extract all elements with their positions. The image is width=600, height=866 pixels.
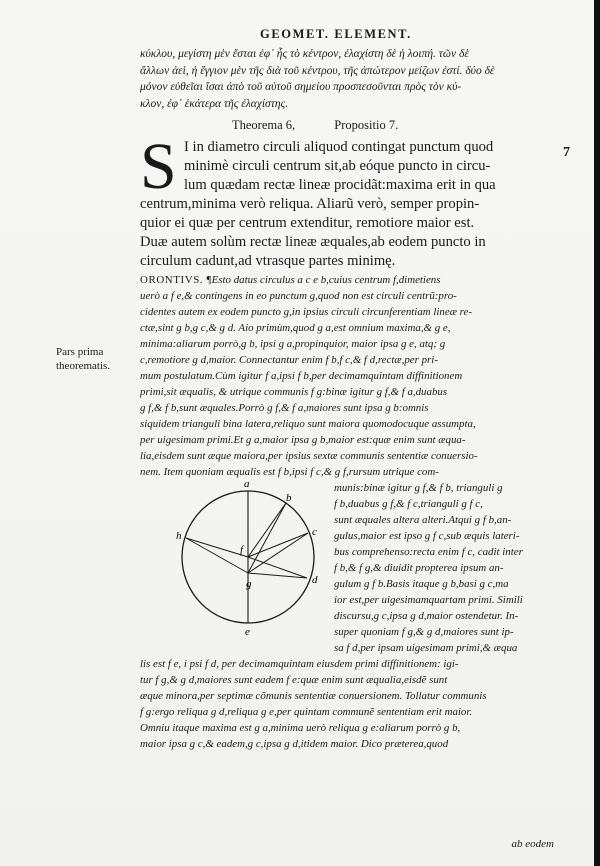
statement-line: Duæ autem solùm rectæ lineæ æquales,ab eodem puncto in [140, 234, 486, 250]
greek-line: κύκλου, μεγίστη μὲν ἔσται ἐφ᾽ ἧς τὸ κέντρον, ἐλαχίστη δὲ ἡ λοιπή. τῶν δὲ [140, 48, 469, 60]
commentary-line: uerò a f e,& contingens in eo punctum g,quod non est circuli centrũ:pro- [140, 290, 457, 302]
running-head: GEOMET. ELEMENT. [260, 27, 412, 41]
label-c: c [312, 526, 317, 538]
label-e: e [245, 626, 250, 637]
commentary-line: f b,duabus g f,& f c,trianguli g f c, [334, 498, 483, 510]
commentary-line: f b,& f g,& diuidit propterea ipsum an- [334, 562, 504, 574]
statement-line: centrum,minima verò reliqua. Aliarũ verò, semper propin- [140, 196, 480, 212]
commentary-line: Omniu itaque maxima est g a,minima uerò reliqua g e:aliarum porrò g b, [140, 722, 461, 734]
proposition-statement [140, 138, 570, 271]
statement-line: quior ei quæ per centrum extenditur, remotiore maior est. [140, 215, 475, 231]
commentary-line: tur f g,& g d,maiores sunt eadem f e:quæ enim sunt æqualia,eisdẽ sunt [140, 674, 448, 686]
greek-line: ἄλλων ἀεὶ, ἡ ἔγγιον μὲν τῆς διὰ τοῦ κέντρου, τῆς ἀπώτερον μείζων ἐστί. δύο δὲ [140, 64, 495, 77]
commentary-line: bus comprehenso:recta enim f c, cadit inter [334, 546, 523, 558]
commentary-line: super quoniam f g,& g d,maiores sunt ip- [334, 626, 514, 638]
commentary-line: æque minora,per septimæ cõmunis sententiæ conuersionem. Tollatur communis [140, 690, 487, 702]
commentary-line: nem. Item quoniam æqualis est f b,ipsi f c,& g f,rursum utrique com- [140, 466, 439, 478]
statement-line: I in diametro circuli aliquod contingat punctum quod [184, 139, 494, 155]
page-edge-shadow [594, 0, 600, 866]
commentary-line: siquidem trianguli bina latera,reliquo sunt maiora quomodocuque assumpta, [140, 418, 476, 430]
commentary-line: gulum g f b.Basis itaque g b,basi g c,ma [334, 578, 509, 590]
greek-line: κλον, ἐφ᾽ ἑκάτερα τῆς ἐλαχίστης. [140, 97, 289, 110]
commentary-line: sunt æquales altera alteri.Atqui g f b,an- [334, 514, 512, 526]
commentary-line: g f,& f b,sunt æquales.Porrò g f,& f a,maiores sunt ipsa g b:omnis [140, 402, 429, 414]
commentary-line: lia,eisdem sunt æque maiora,per ipsius sextæ communis sententiæ conuersio- [140, 450, 478, 462]
geometry-figure [168, 473, 330, 637]
drop-cap: S [140, 130, 177, 203]
label-b: b [286, 492, 292, 504]
proposition-label: Propositio 7. [334, 118, 399, 132]
commentary-line: ctæ,sint g b,g c,& g d. Aio primùm,quod g a,est omnium maxima,& g e, [140, 322, 451, 334]
statement-line: minimè circuli centrum sit,ab eóque puncto in circu- [184, 158, 491, 174]
margin-note-line: theorematis. [56, 360, 111, 372]
line-g-b [248, 503, 286, 573]
commentary-line: ORONTIVS. ¶Esto datus circulus a c e b,cuius centrum f,dimetiens [140, 274, 441, 286]
statement-line: lum quædam rectæ lineæ procidãt:maxima erit in qua [184, 177, 496, 193]
margin-note [56, 345, 146, 373]
margin-proposition-number: 7 [563, 145, 570, 160]
catchword: ab eodem [511, 838, 554, 850]
label-a: a [244, 478, 250, 490]
commentary-line: primi,sit æqualis, & utrique communis f g:binæ igitur g f,& f a,duabus [140, 386, 448, 398]
commentary-line: lis est f e, i psi f d, per decimamquintam eiusdem primi diffinitionem: igi- [140, 658, 459, 670]
line-g-d [248, 573, 307, 578]
commentator-name: ORONTIVS. [140, 274, 204, 286]
commentary-line: f g:ergo reliqua g d,reliqua g e,per quintam communẽ sententiam erit maior. [140, 706, 473, 718]
commentary-line: gulus,maior est ipso g f c,sub æquis lateri- [334, 530, 520, 542]
label-f: f [240, 544, 244, 556]
commentary-line: ior est,per uigesimamquartam primi. Simili [334, 594, 523, 606]
circle-diagram [168, 473, 330, 637]
commentary-line: discursu,g c,ipsa g d,maior ostendetur. In- [334, 610, 519, 622]
commentary-line: minima:aliarum porrò,g b, ipsi g a,propinquior, maior ipsa g e, atq; g [140, 338, 446, 350]
line-f-h [186, 538, 248, 557]
commentary-line: mum postulatum.Cùm igitur f a,ipsi f b,per decimamquintam diffinitionem [140, 370, 463, 382]
commentary-line: munis:binæ igitur g f,& f b, trianguli g [334, 482, 503, 494]
commentary-line: cidentes autem ex eodem puncto g,in ipsius circuli circunferentiam lineæ re- [140, 306, 472, 318]
statement-line: circulum cadunt,ad vtrasque partes minimę. [140, 253, 396, 269]
commentary-line: per uigesimam primi.Et g a,maior ipsa g b,maior est:quæ enim sunt æqua- [140, 434, 466, 446]
label-d: d [312, 574, 318, 586]
greek-text-block [140, 46, 560, 112]
margin-note-line: Pars prima [56, 346, 104, 358]
commentary-line: sa f d,per ipsam uigesimam primi,& æqua [334, 642, 518, 654]
label-h: h [176, 530, 182, 542]
greek-line: μόνον εὐθεῖαι ἴσαι ἀπὸ τοῦ αὐτοῦ σημείου προσπεσοῦνται πρὸς τὸν κύ- [140, 81, 462, 94]
commentary-line: maior ipsa g c,& eadem,g c,ipsa g d,itidem maior. Dico præterea,quod [140, 738, 449, 750]
theorem-heading [232, 118, 532, 133]
commentary-line: c,remotiore g d,maior. Connectantur enim f b,f c,& f d,rectæ,per pri- [140, 354, 438, 366]
label-g: g [246, 578, 252, 590]
theorem-label: Theorema 6, [232, 118, 296, 132]
line-g-h [186, 538, 248, 573]
